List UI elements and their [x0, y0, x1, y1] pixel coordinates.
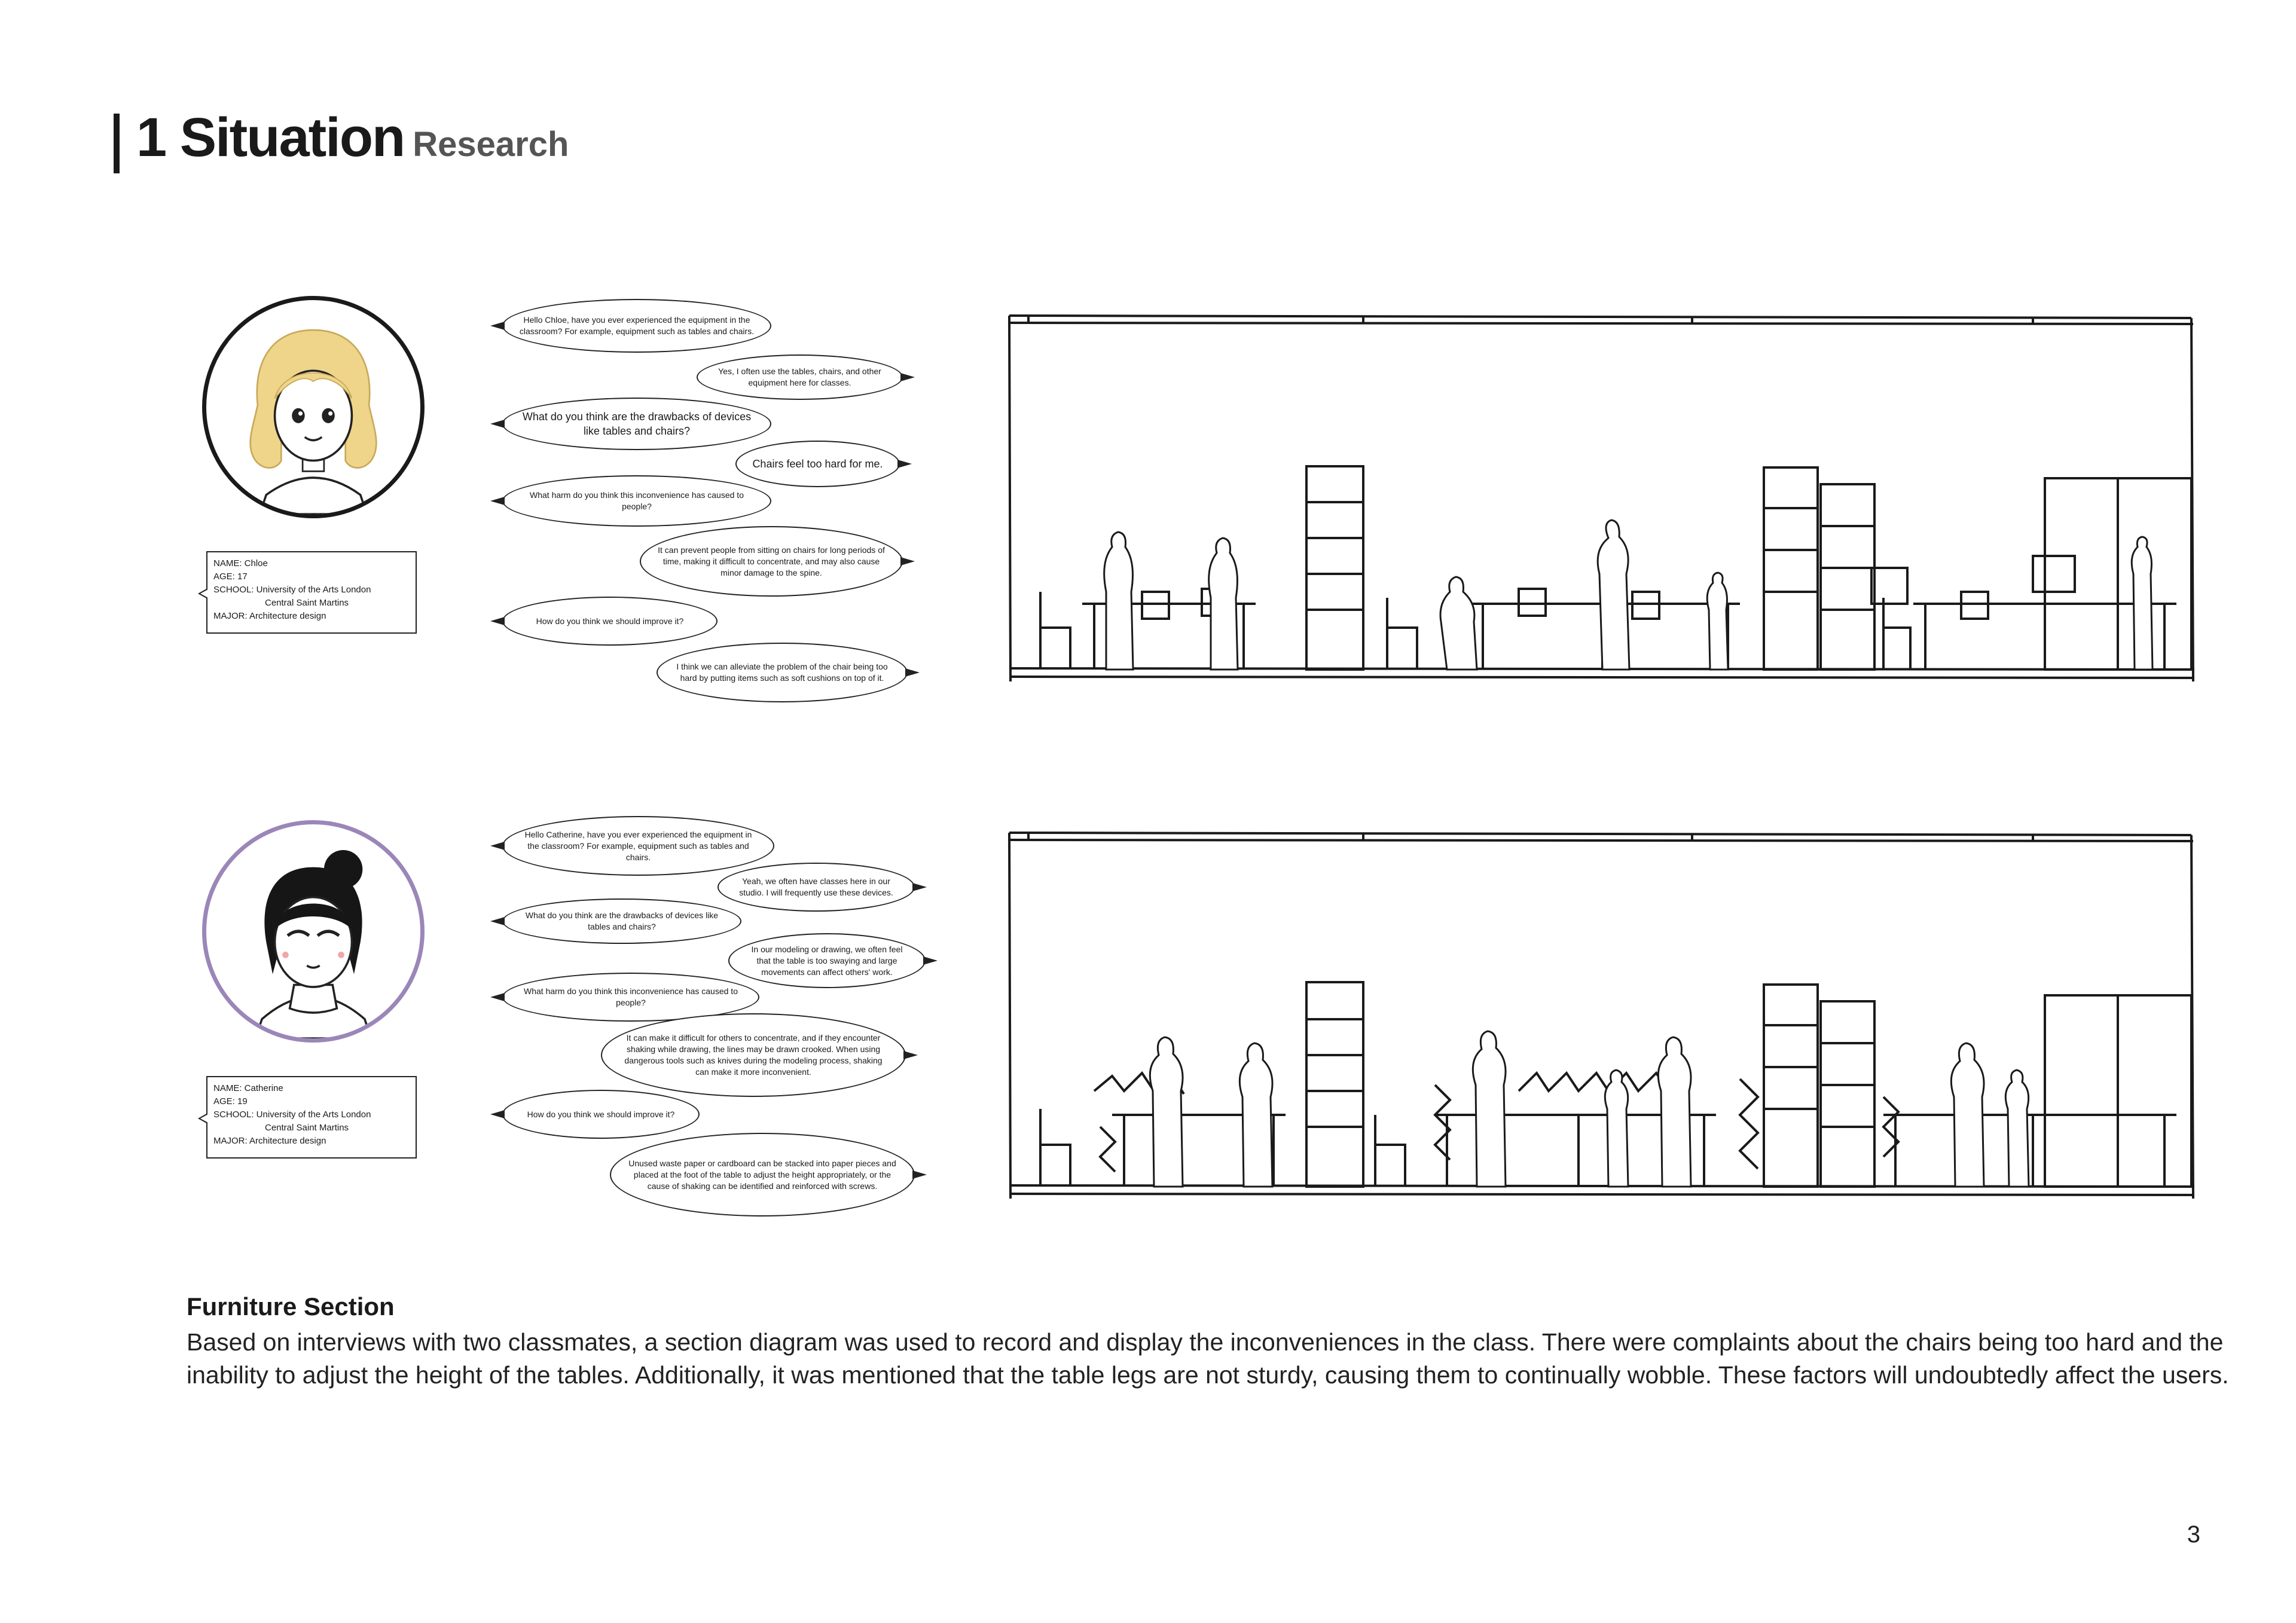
profile-school-campus: Central Saint Martins: [265, 598, 349, 608]
profile-school-campus: Central Saint Martins: [265, 1123, 349, 1133]
speech-bubble-question: What do you think are the drawbacks of devices like tables and chairs?: [502, 398, 771, 450]
furniture-section-diagram-1: [1004, 311, 2200, 684]
profile-card-chloe: [206, 551, 417, 634]
speech-bubble-question: What harm do you think this inconvenience has caused to people?: [502, 475, 771, 527]
furniture-section-diagram-2: [1004, 828, 2200, 1202]
page-title-sub: Research: [413, 125, 569, 164]
speech-bubble-answer: Unused waste paper or cardboard can be stacked into paper pieces and placed at the foot of the table to adjust the height appropriately, or the cause of shaking can be identified and reinforced with screws.: [610, 1133, 915, 1217]
classroom-section-drawing-2: [1004, 828, 2200, 1202]
girl-bun-portrait-icon: [206, 824, 420, 1038]
avatar-catherine: [202, 820, 425, 1043]
girl-blonde-portrait-icon: [206, 300, 420, 514]
speech-bubble-answer: Yes, I often use the tables, chairs, and other equipment here for classes.: [697, 354, 903, 400]
profile-name: NAME: Chloe: [213, 558, 268, 568]
speech-bubble-question: Hello Chloe, have you ever experienced the equipment in the classroom? For example, equipment such as tables and chairs.: [502, 299, 771, 353]
avatar-chloe: [202, 296, 425, 518]
speech-bubble-question: How do you think we should improve it?: [502, 597, 718, 646]
profile-name: NAME: Catherine: [213, 1083, 283, 1093]
title-accent-bar: [114, 114, 120, 173]
classroom-section-drawing-1: [1004, 311, 2200, 684]
description-body: Based on interviews with two classmates, a section diagram was used to record and display the inconveniences in the class. There were complaints about the chairs being too hard and the inability to adjust the height of the tables. Additionally, it was mentioned that the table legs are not sturdy, causing them to continually wobble. These factors will undoubtedly affect the users.: [187, 1328, 2229, 1389]
speech-bubble-answer: Yeah, we often have classes here in our studio. I will frequently use these devices.: [718, 863, 915, 912]
profile-age: AGE: 19: [213, 1096, 248, 1107]
speech-bubble-question: What harm do you think this inconvenience has caused to people?: [502, 973, 759, 1022]
speech-bubble-answer: I think we can alleviate the problem of the chair being too hard by putting items such as soft cushions on top of it.: [657, 643, 908, 702]
speech-bubble-question: What do you think are the drawbacks of devices like tables and chairs?: [502, 898, 741, 944]
profile-card-catherine: [206, 1076, 417, 1159]
furniture-section-description: [187, 1292, 2231, 1392]
speech-bubble-answer: It can prevent people from sitting on chairs for long periods of time, making it difficult to concentrate, and may also cause minor damage to the spine.: [640, 526, 903, 597]
speech-bubble-answer: In our modeling or drawing, we often feel that the table is too swaying and large movements can affect others' work.: [728, 933, 926, 988]
description-heading: Furniture Section: [187, 1292, 395, 1321]
speech-bubble-question: How do you think we should improve it?: [502, 1090, 700, 1139]
profile-major: MAJOR: Architecture design: [213, 1136, 326, 1146]
profile-major: MAJOR: Architecture design: [213, 611, 326, 621]
profile-age: AGE: 17: [213, 571, 248, 582]
speech-bubble-answer: It can make it difficult for others to concentrate, and if they encounter shaking while drawing, the lines may be drawn crooked. When using dangerous tools such as knives during the modeling process, shaking can make it more inconvenient.: [601, 1013, 906, 1097]
page-title: [136, 106, 569, 169]
profile-school: SCHOOL: University of the Arts London: [213, 585, 371, 595]
profile-school: SCHOOL: University of the Arts London: [213, 1109, 371, 1120]
speech-bubble-answer: Chairs feel too hard for me.: [735, 441, 900, 487]
page-number: 3: [2187, 1521, 2200, 1548]
speech-bubble-question: Hello Catherine, have you ever experienced the equipment in the classroom? For example, equipment such as tables and chairs.: [502, 816, 774, 876]
page-title-main: 1 Situation: [136, 107, 405, 168]
